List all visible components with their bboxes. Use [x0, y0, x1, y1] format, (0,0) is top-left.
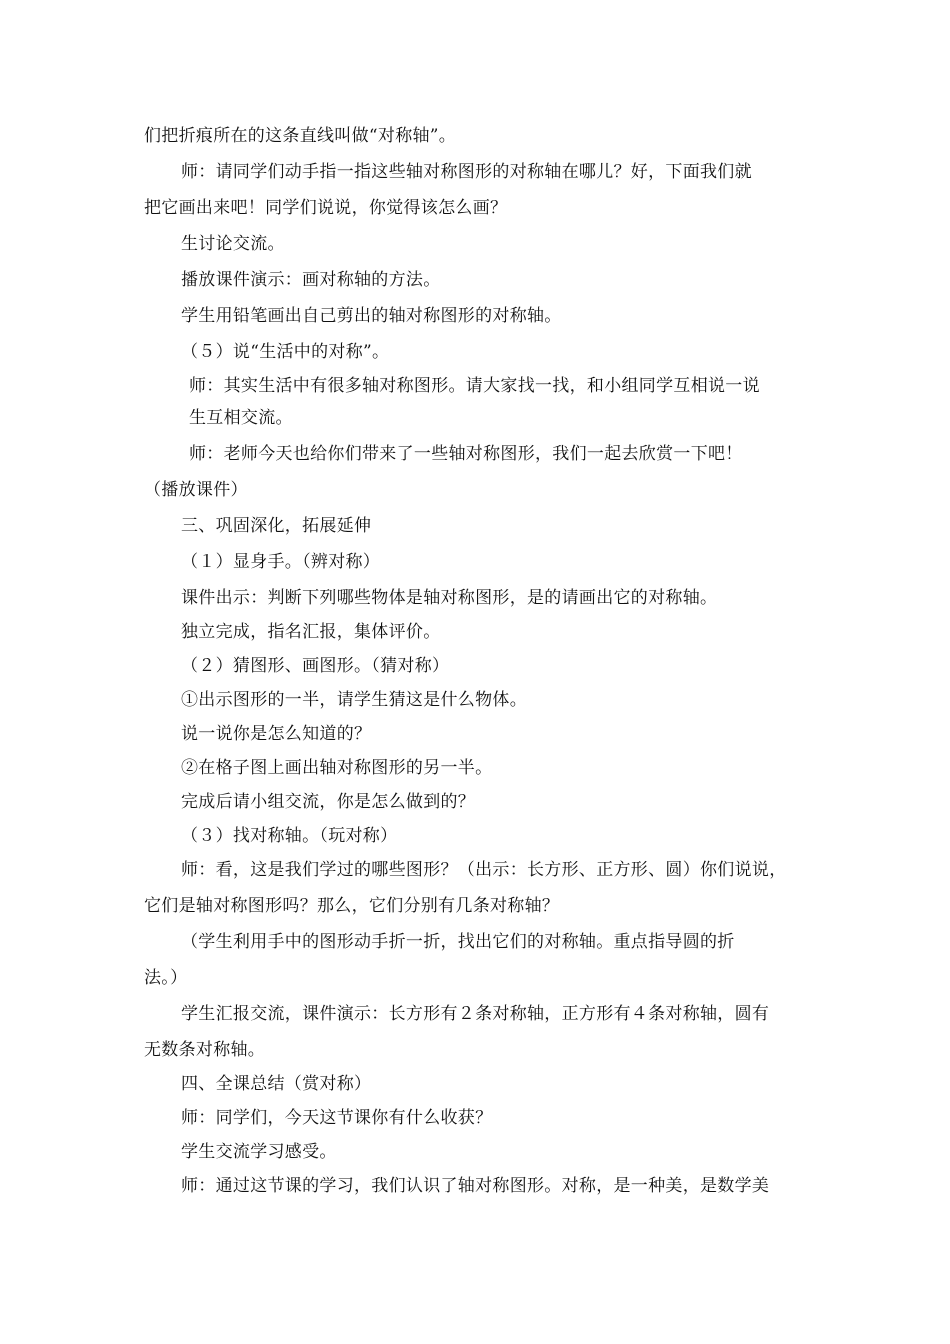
text-line: 师：老师今天也给你们带来了一些轴对称图形，我们一起去欣赏一下吧！: [189, 444, 743, 464]
text-line: 师：同学们，今天这节课你有什么收获？: [181, 1108, 493, 1128]
text-line: （２）猜图形、画图形。（猜对称）: [181, 656, 450, 676]
text-line: 无数条对称轴。: [144, 1040, 266, 1060]
text-line: （学生利用手中的图形动手折一折，找出它们的对称轴。重点指导圆的折: [181, 932, 735, 952]
text-line: 课件出示：判断下列哪些物体是轴对称图形，是的请画出它的对称轴。: [181, 588, 718, 608]
text-line: 生讨论交流。: [181, 234, 285, 254]
text-line: 师：其实生活中有很多轴对称图形。请大家找一找，和小组同学互相说一说: [189, 376, 760, 396]
text-line: 生互相交流。: [189, 408, 293, 428]
text-line: 独立完成，指名汇报，集体评价。: [181, 622, 441, 642]
text-line: 学生交流学习感受。: [181, 1142, 337, 1162]
text-line: 把它画出来吧！同学们说说，你觉得该怎么画？: [144, 198, 508, 218]
text-line: 学生用铅笔画出自己剪出的轴对称图形的对称轴。: [181, 306, 562, 326]
text-line: 师：请同学们动手指一指这些轴对称图形的对称轴在哪儿？好，下面我们就: [181, 162, 752, 182]
section-heading: 四、全课总结（赏对称）: [181, 1074, 372, 1094]
text-line: 师：通过这节课的学习，我们认识了轴对称图形。对称，是一种美，是数学美: [181, 1176, 770, 1196]
text-line: 它们是轴对称图形吗？那么，它们分别有几条对称轴？: [144, 896, 560, 916]
text-line: 们把折痕所在的这条直线叫做“对称轴”。: [144, 126, 457, 146]
text-line: 完成后请小组交流，你是怎么做到的？: [181, 792, 476, 812]
text-line: （３）找对称轴。（玩对称）: [181, 826, 398, 846]
text-line: 播放课件演示：画对称轴的方法。: [181, 270, 441, 290]
text-line: 说一说你是怎么知道的？: [181, 724, 372, 744]
text-line: ②在格子图上画出轴对称图形的另一半。: [181, 758, 493, 778]
text-line: 学生汇报交流，课件演示：长方形有２条对称轴，正方形有４条对称轴，圆有: [181, 1004, 770, 1024]
text-line: （５）说“生活中的对称”。: [181, 342, 390, 362]
text-line: （１）显身手。（辨对称）: [181, 552, 381, 572]
section-heading: 三、巩固深化，拓展延伸: [181, 516, 372, 536]
text-line: 法。）: [144, 968, 188, 988]
text-line: ①出示图形的一半，请学生猜这是什么物体。: [181, 690, 527, 710]
text-line: （播放课件）: [144, 480, 248, 500]
text-line: 师：看，这是我们学过的哪些图形？（出示：长方形、正方形、圆）你们说说，: [181, 860, 787, 880]
